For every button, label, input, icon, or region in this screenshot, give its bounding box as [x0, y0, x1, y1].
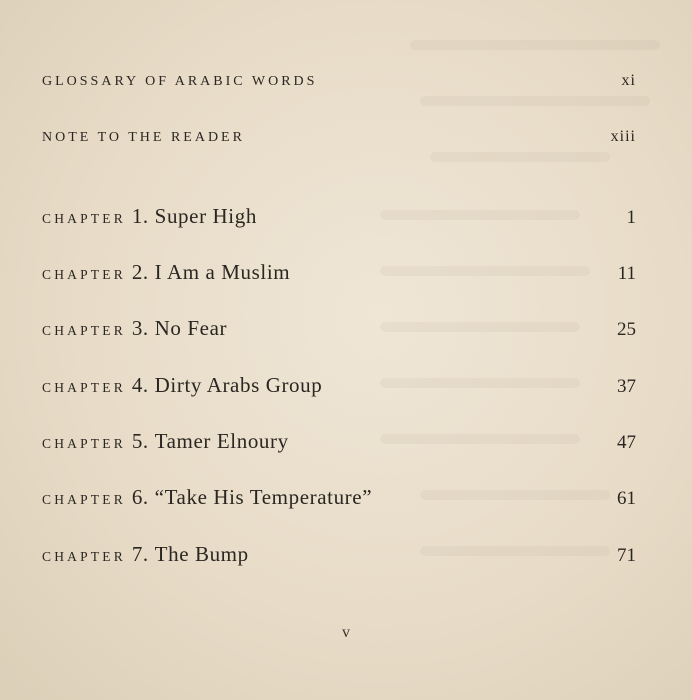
toc-page-number: 37 — [617, 376, 636, 397]
chapter-label: CHAPTER — [42, 380, 126, 395]
toc-row-chapter-7[interactable] — [42, 542, 636, 567]
toc-row-chapter-6[interactable] — [42, 485, 636, 510]
chapter-label: CHAPTER — [42, 323, 126, 338]
chapter-number: 1. — [131, 204, 149, 228]
toc-page-number: 71 — [617, 545, 636, 566]
toc-page-number: xiii — [610, 128, 636, 145]
toc-row-chapter-5[interactable] — [42, 429, 636, 454]
toc-row-note-to-reader[interactable] — [42, 128, 636, 146]
chapter-label: CHAPTER — [42, 267, 126, 282]
chapter-title: “Take His Temperature” — [154, 485, 373, 509]
chapter-title: I Am a Muslim — [154, 260, 291, 284]
chapter-number: 7. — [131, 542, 149, 566]
chapter-title: The Bump — [154, 542, 249, 566]
toc-page-number: 61 — [617, 488, 636, 509]
chapter-number: 5. — [131, 429, 149, 453]
toc-row-chapter-4[interactable] — [42, 373, 636, 398]
chapter-number: 2. — [131, 260, 149, 284]
chapter-title: No Fear — [154, 316, 228, 340]
chapter-title: Dirty Arabs Group — [154, 373, 323, 397]
chapter-number: 3. — [131, 316, 149, 340]
toc-entry-label: GLOSSARY OF ARABIC WORDS — [42, 74, 318, 89]
toc-page-number: 47 — [617, 432, 636, 453]
toc-entry-label: NOTE TO THE READER — [42, 130, 245, 145]
chapter-title: Super High — [154, 204, 257, 228]
toc-page-number: xi — [621, 72, 636, 89]
toc-page-number: 25 — [617, 319, 636, 340]
page-folio: v — [342, 624, 350, 641]
chapter-number: 6. — [131, 485, 149, 509]
chapter-label: CHAPTER — [42, 549, 126, 564]
toc-row-glossary[interactable] — [42, 72, 636, 90]
toc-row-chapter-2[interactable] — [42, 260, 636, 285]
chapter-title: Tamer Elnoury — [154, 429, 289, 453]
toc-row-chapter-3[interactable] — [42, 316, 636, 341]
chapter-label: CHAPTER — [42, 436, 126, 451]
toc-page-number: 11 — [617, 263, 636, 284]
toc-page-number: 1 — [626, 207, 636, 228]
toc-row-chapter-1[interactable] — [42, 204, 636, 229]
chapter-number: 4. — [131, 373, 149, 397]
chapter-label: CHAPTER — [42, 211, 126, 226]
chapter-label: CHAPTER — [42, 492, 126, 507]
